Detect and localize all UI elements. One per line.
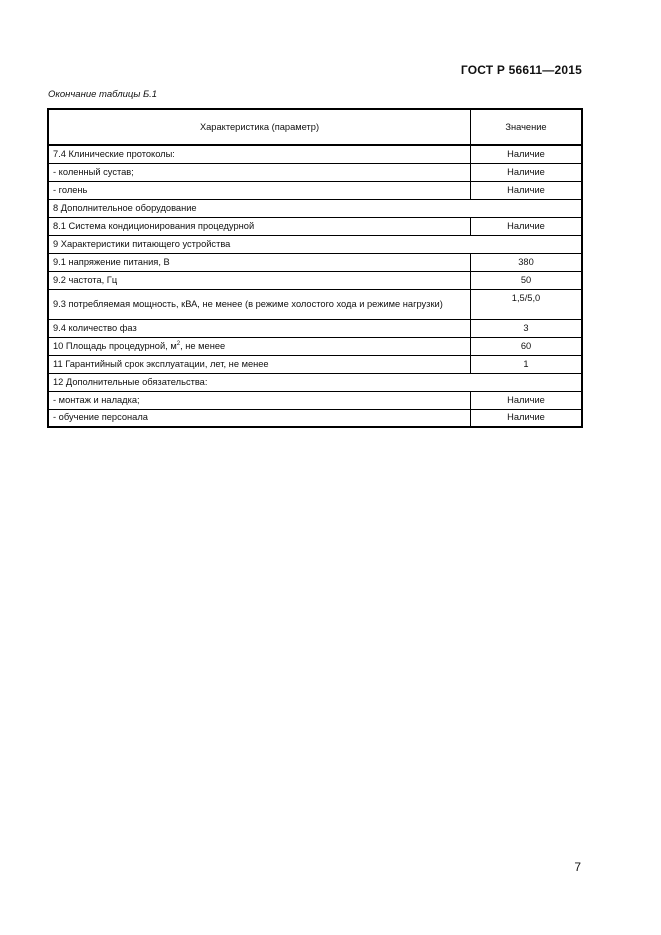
row-label: 9.2 частота, Гц: [48, 271, 471, 289]
row-value: 50: [471, 271, 583, 289]
table-section-row: [48, 235, 582, 253]
row-label: [48, 337, 471, 355]
row-label: 11 Гарантийный срок эксплуатации, лет, не менее: [48, 355, 471, 373]
row-value: Наличие: [471, 391, 583, 409]
page-number: 7: [574, 860, 581, 874]
row-label: 9.3 потребляемая мощность, кВА, не менее (в режиме холостого хода и режиме нагрузки): [48, 289, 471, 319]
row-value: 380: [471, 253, 583, 271]
row-value: 1: [471, 355, 583, 373]
table-row: [48, 355, 582, 373]
table-row: [48, 409, 582, 427]
table-row: [48, 145, 582, 163]
table-section-row: [48, 373, 582, 391]
row-label: 9.4 количество фаз: [48, 319, 471, 337]
table-row: [48, 217, 582, 235]
row-label: 8.1 Система кондиционирования процедурной: [48, 217, 471, 235]
section-label: 12 Дополнительные обязательства:: [48, 373, 582, 391]
row-value: 3: [471, 319, 583, 337]
table-row: [48, 271, 582, 289]
label-suffix: , не менее: [180, 340, 226, 351]
row-label: 7.4 Клинические протоколы:: [48, 145, 471, 163]
spec-table: [47, 108, 583, 428]
row-value: Наличие: [471, 163, 583, 181]
table-row: [48, 163, 582, 181]
table-header-row: [48, 109, 582, 145]
table-row: [48, 253, 582, 271]
row-value: Наличие: [471, 145, 583, 163]
table-caption: Окончание таблицы Б.1: [48, 89, 158, 100]
row-value: 60: [471, 337, 583, 355]
document-code: ГОСТ Р 56611—2015: [460, 63, 582, 77]
section-label: 8 Дополнительное оборудование: [48, 199, 582, 217]
row-label: - голень: [48, 181, 471, 199]
table-row: [48, 319, 582, 337]
row-value: Наличие: [471, 409, 583, 427]
table-row: [48, 391, 582, 409]
row-label: - обучение персонала: [48, 409, 471, 427]
table-row: [48, 289, 582, 319]
row-label: - коленный сустав;: [48, 163, 471, 181]
table-section-row: [48, 199, 582, 217]
header-value: Значение: [471, 109, 583, 145]
row-value: Наличие: [471, 181, 583, 199]
table-row: [48, 337, 582, 355]
row-value: 1,5/5,0: [471, 289, 583, 319]
table-row: [48, 181, 582, 199]
section-label: 9 Характеристики питающего устройства: [48, 235, 582, 253]
row-value: Наличие: [471, 217, 583, 235]
label-main: 10 Площадь процедурной, м: [53, 340, 177, 351]
row-label: - монтаж и наладка;: [48, 391, 471, 409]
header-characteristic: Характеристика (параметр): [48, 109, 471, 145]
label-superscript: 2: [176, 340, 181, 347]
row-label: 9.1 напряжение питания, В: [48, 253, 471, 271]
